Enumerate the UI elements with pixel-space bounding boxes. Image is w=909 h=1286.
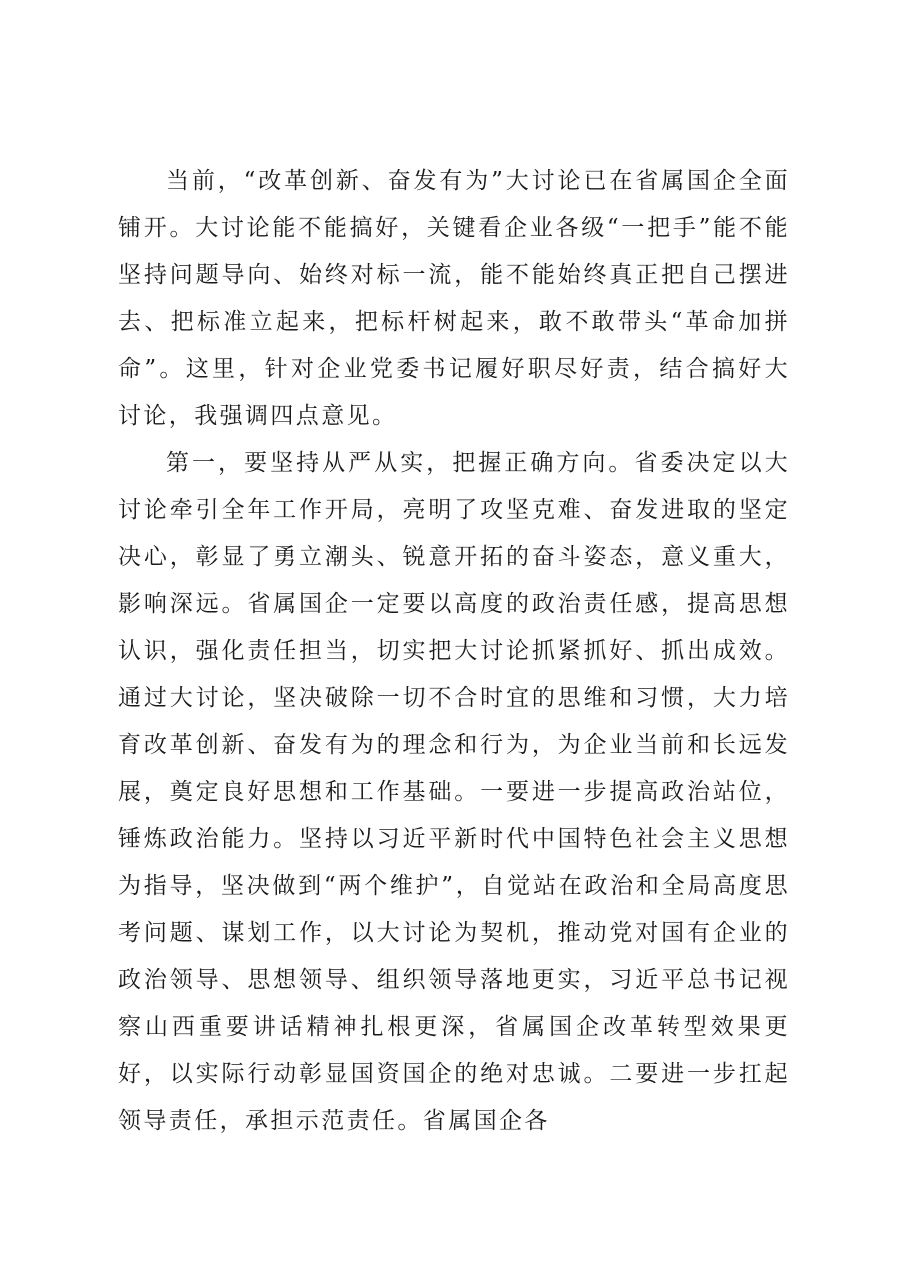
paragraph-intro: 当前，“改革创新、奋发有为”大讨论已在省属国企全面铺开。大讨论能不能搞好，关键看企业各级“一把手”能不能坚持问题导向、始终对标一流，能不能始终真正把自己摆进去、把标准立起来，把标杆树起来，敢不敢带头“革命加拼命”。这里，针对企业党委书记履好职尽好责，结合搞好大讨论，我强调四点意见。 xyxy=(118,168,790,429)
paragraph-first-point: 第一，要坚持从严从实，把握正确方向。省委决定以大讨论牵引全年工作开局，亮明了攻坚克难、奋发进取的坚定决心，彰显了勇立潮头、锐意开拓的奋斗姿态，意义重大，影响深远。省属国企一定要以高度的政治责任感，提高思想认识，强化责任担当，切实把大讨论抓紧抓好、抓出成效。通过大讨论，坚决破除一切不合时宜的思维和习惯，大力培育改革创新、奋发有为的理念和行为，为企业当前和长远发展，奠定良好思想和工作基础。一要进一步提高政治站位，锤炼政治能力。坚持以习近平新时代中国特色社会主义思想为指导，坚决做到“两个维护”，自觉站在政治和全局高度思考问题、谋划工作，以大讨论为契机，推动党对国有企业的政治领导、思想领导、组织领导落地更实，习近平总书记视察山西重要讲话精神扎根更深，省属国企改革转型效果更好，以实际行动彰显国资国企的绝对忠诚。二要进一步扛起领导责任，承担示范责任。省属国企各 xyxy=(118,450,790,1134)
document-body xyxy=(118,158,790,1145)
